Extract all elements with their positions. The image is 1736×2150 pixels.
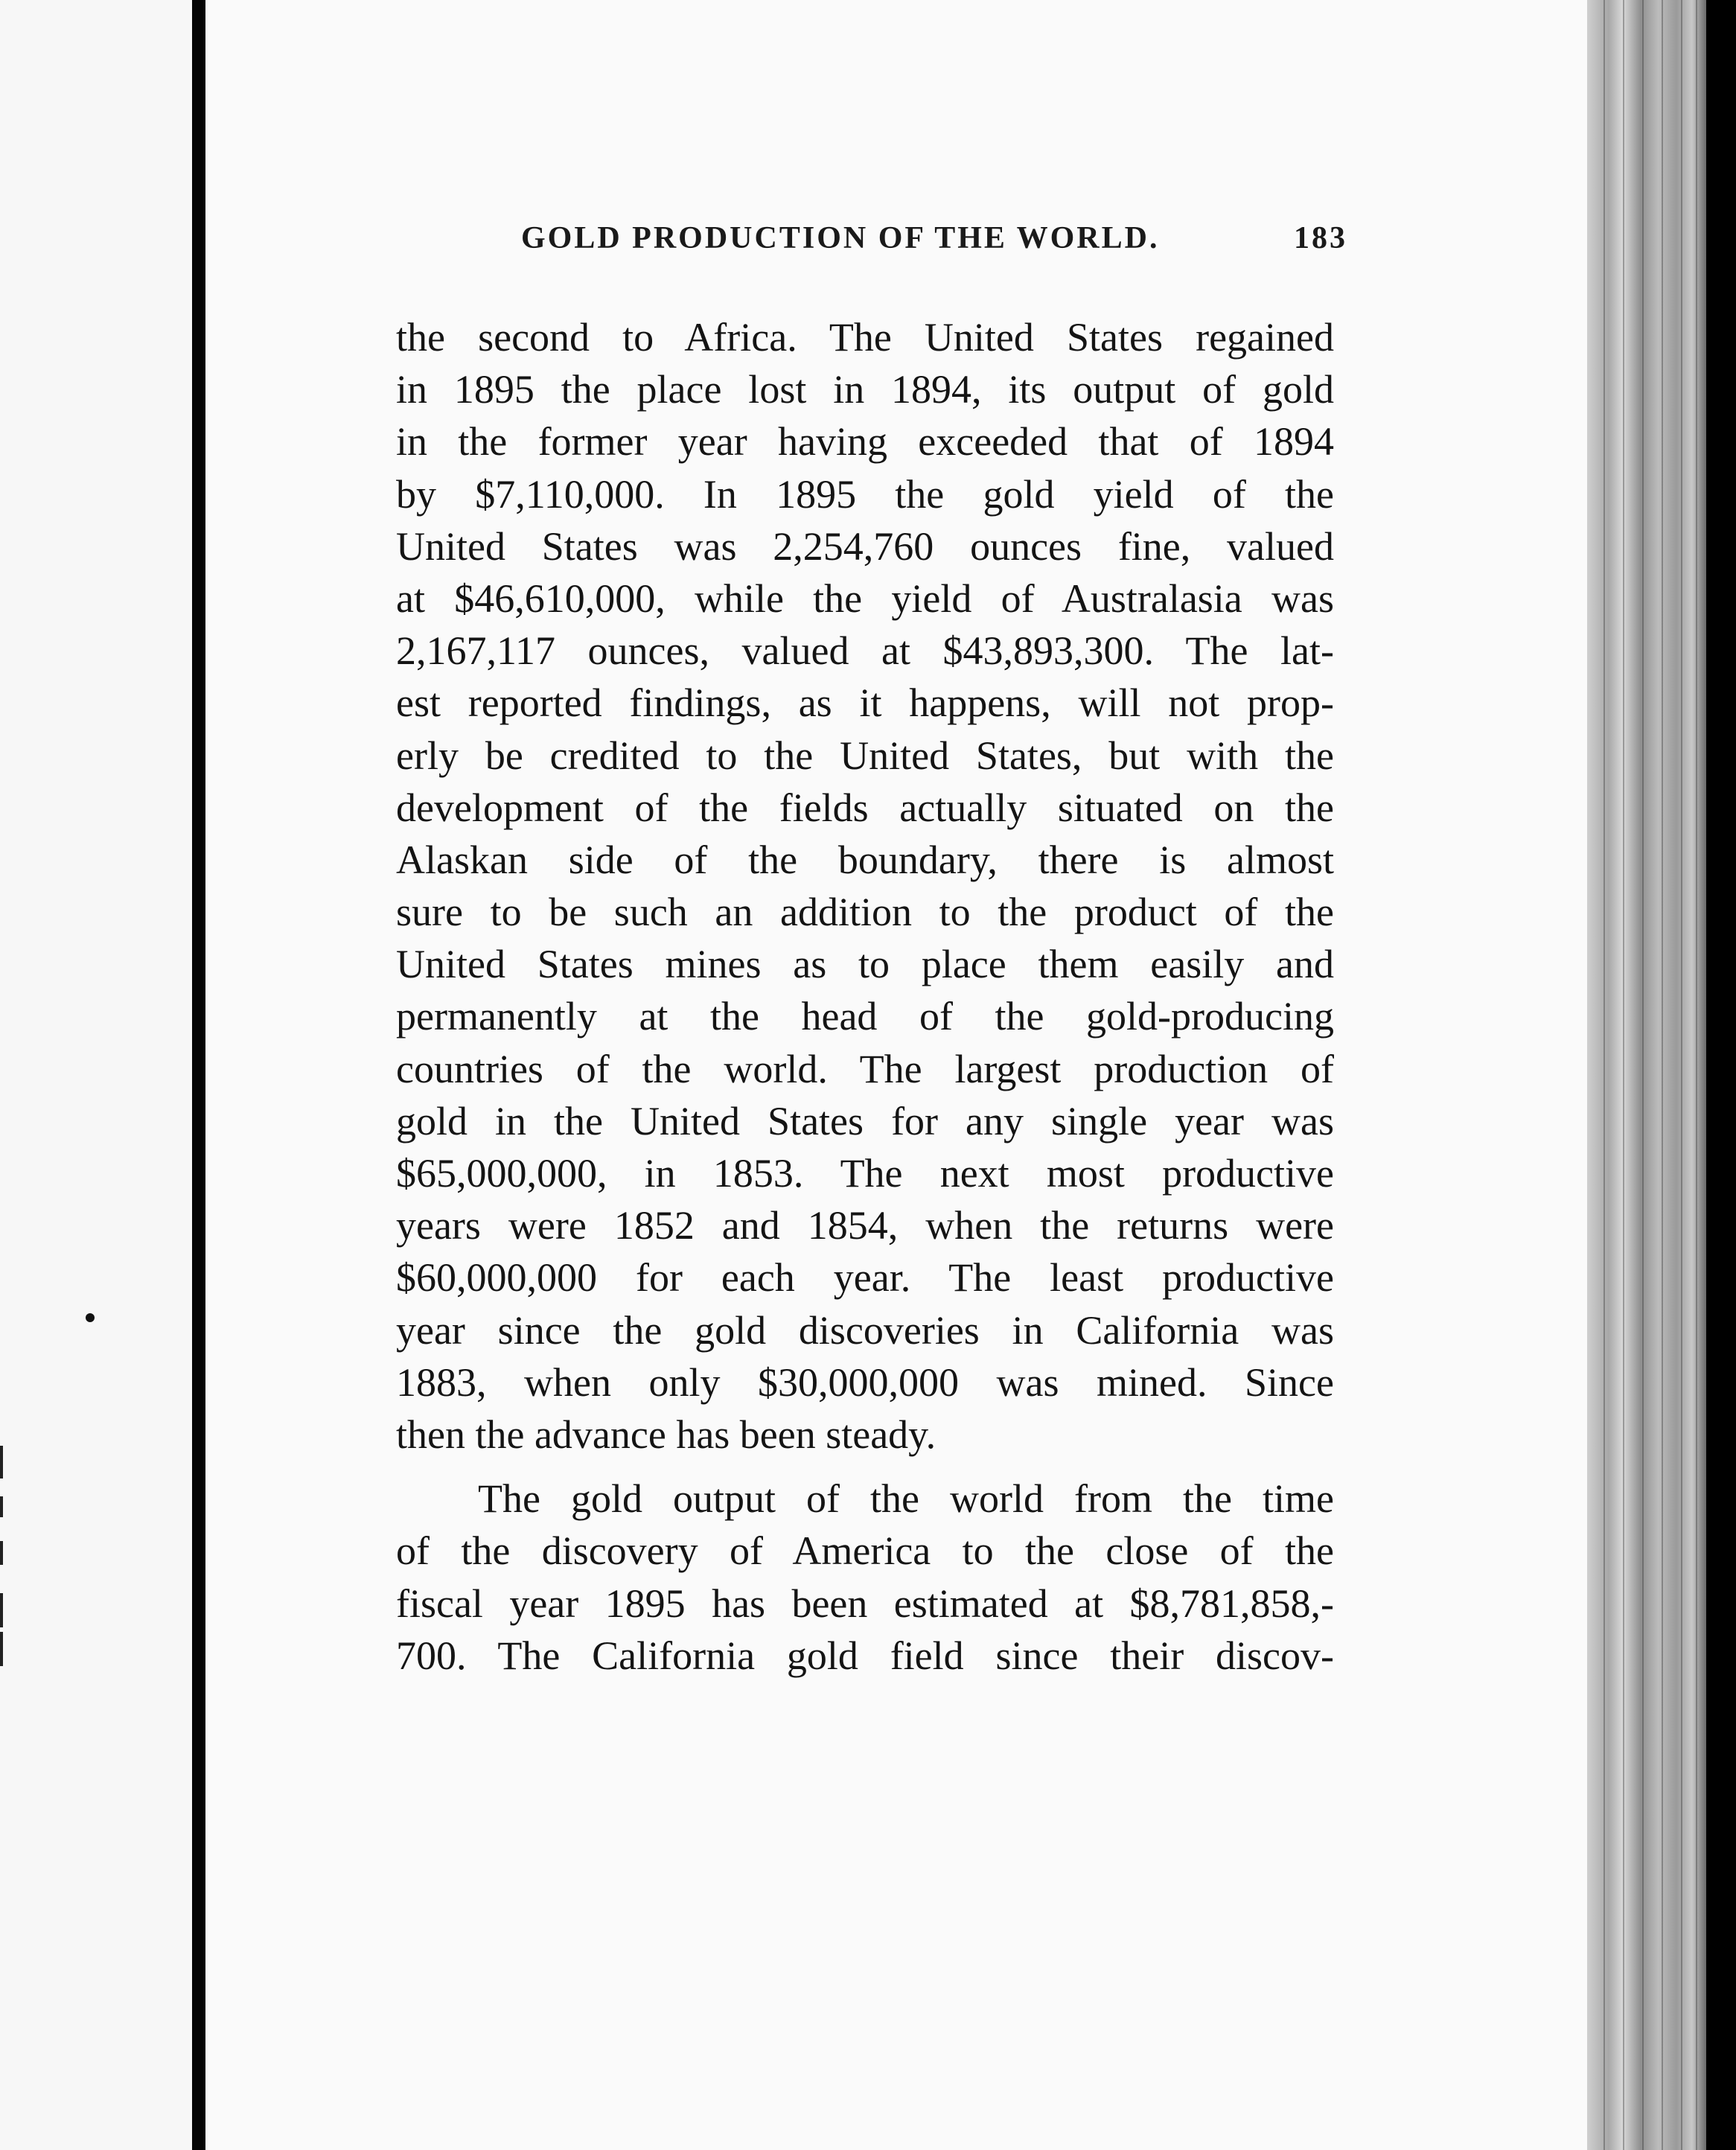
paragraph <box>396 311 1334 1461</box>
left-page-edge <box>0 0 192 2150</box>
book-gutter <box>192 0 205 2150</box>
page-edges <box>1587 0 1706 2150</box>
text-line: at $46,610,000, while the yield of Australasia was <box>396 575 1334 621</box>
text-line: est reported findings, as it happens, will not prop- <box>396 680 1334 726</box>
text-line: 2,167,117 ounces, valued at $43,893,300. The lat- <box>396 628 1334 674</box>
text-line: The gold output of the world from the time <box>478 1476 1334 1522</box>
running-title: GOLD PRODUCTION OF THE WORLD. <box>521 221 1160 255</box>
text-line: the second to Africa. The United States regained <box>396 315 1334 360</box>
text-line: of the discovery of America to the close of the <box>396 1528 1334 1574</box>
text-line: in 1895 the place lost in 1894, its output of gold <box>396 367 1334 412</box>
text-line: development of the fields actually situated on the <box>396 785 1334 830</box>
ink-dot <box>86 1313 95 1322</box>
left-margin-mark <box>0 1632 3 1666</box>
text-line: permanently at the head of the gold-producing <box>396 994 1334 1039</box>
running-head <box>521 220 1347 265</box>
text-line: United States mines as to place them easily and <box>396 942 1334 987</box>
left-margin-mark <box>0 1593 3 1627</box>
left-margin-mark <box>0 1446 3 1478</box>
text-line: years were 1852 and 1854, when the returns were <box>396 1203 1334 1248</box>
right-background <box>1706 0 1736 2150</box>
page-number: 183 <box>1294 221 1347 255</box>
text-line: Alaskan side of the boundary, there is almost <box>396 837 1334 882</box>
text-line: then the advance has been steady. <box>396 1411 936 1457</box>
text-line: $65,000,000, in 1853. The next most productive <box>396 1151 1334 1196</box>
text-line: countries of the world. The largest production of <box>396 1046 1334 1091</box>
text-line: gold in the United States for any single year was <box>396 1098 1334 1143</box>
text-line: $60,000,000 for each year. The least productive <box>396 1255 1334 1301</box>
text-line: in the former year having exceeded that of 1894 <box>396 419 1334 465</box>
text-line: fiscal year 1895 has been estimated at $8,781,858,- <box>396 1580 1334 1626</box>
paragraph <box>396 1473 1334 1682</box>
body-text <box>396 311 1334 1682</box>
text-line: sure to be such an addition to the product of the <box>396 890 1334 935</box>
text-line: United States was 2,254,760 ounces fine, valued <box>396 523 1334 569</box>
left-margin-mark <box>0 1541 3 1565</box>
left-margin-mark <box>0 1496 3 1517</box>
text-line: year since the gold discoveries in California was <box>396 1307 1334 1353</box>
text-line: 700. The California gold field since their discov- <box>396 1633 1334 1678</box>
text-line: 1883, when only $30,000,000 was mined. Since <box>396 1359 1334 1405</box>
text-line: by $7,110,000. In 1895 the gold yield of the <box>396 471 1334 517</box>
text-line: erly be credited to the United States, but with the <box>396 733 1334 778</box>
